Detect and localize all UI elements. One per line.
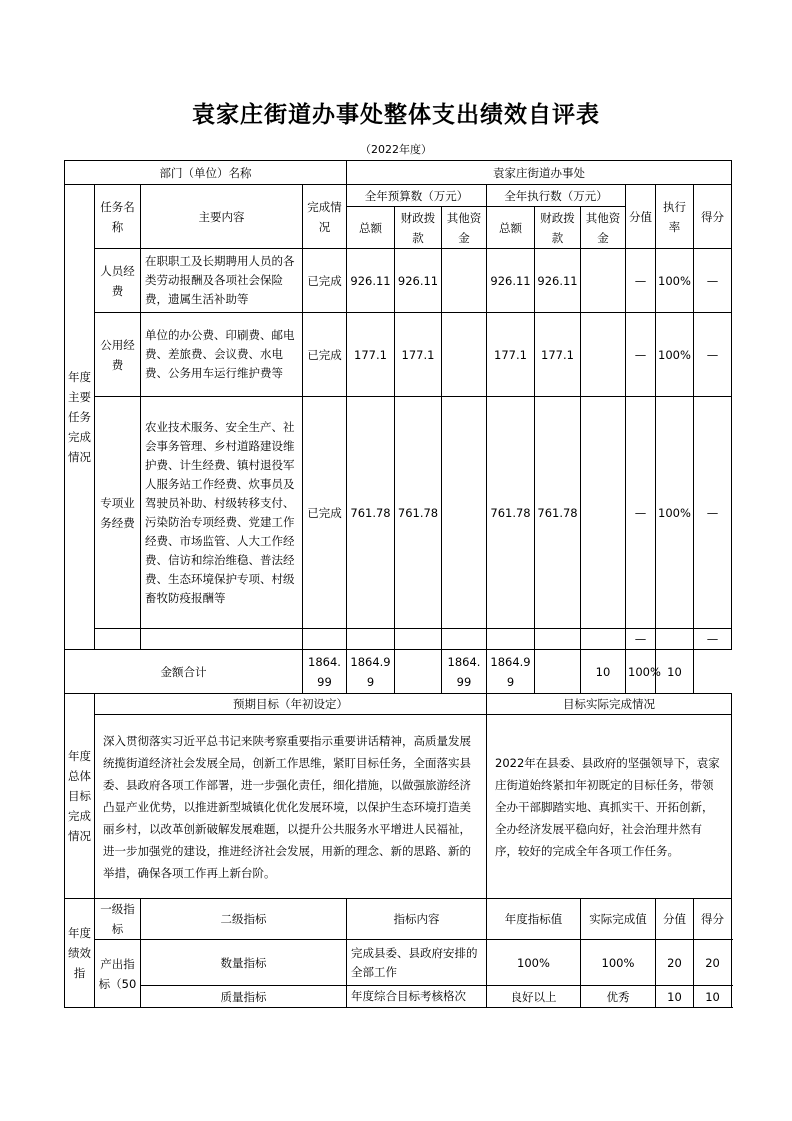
budget-fiscal: 177.1 [395, 313, 442, 397]
header-task-name: 任务名称 [95, 185, 141, 249]
total-exec-fiscal: 1864.99 [487, 650, 535, 694]
budget-fiscal: 926.11 [395, 249, 442, 313]
header-exec-fiscal: 财政拨款 [535, 207, 581, 249]
dept-value: 袁家庄街道办事处 [347, 161, 732, 185]
score-value: — [626, 313, 656, 397]
score: — [694, 249, 732, 313]
expected-goal-header: 预期目标（年初设定） [95, 694, 487, 715]
indicator-actual-value: 100% [581, 940, 656, 986]
header-budget-total: 总额 [347, 207, 395, 249]
score: — [694, 629, 732, 650]
budget-total: 761.78 [347, 397, 395, 629]
task-content: 单位的办公费、印刷费、邮电费、差旅费、会议费、水电费、公务用车运行维护费等 [141, 313, 303, 397]
budget-fiscal: 761.78 [395, 397, 442, 629]
side-label-indicators: 年度绩效指 [65, 899, 95, 1008]
score: — [694, 397, 732, 629]
score-value: — [626, 397, 656, 629]
header-exec-other: 其他资金 [581, 207, 626, 249]
score-value: — [626, 249, 656, 313]
exec-fiscal: 761.78 [535, 397, 581, 629]
table-row [65, 249, 732, 313]
total-budget-other [395, 650, 442, 694]
indicator-header-content: 指标内容 [347, 899, 487, 940]
header-exec-rate: 执行率 [656, 185, 694, 249]
budget-total: 926.11 [347, 249, 395, 313]
indicator-row [65, 986, 732, 1008]
dept-label: 部门（单位）名称 [65, 161, 347, 185]
exec-total: 177.1 [487, 313, 535, 397]
budget-total: 177.1 [347, 313, 395, 397]
indicator-header-level1: 一级指标 [95, 899, 141, 940]
total-exec-total: 1864.99 [442, 650, 487, 694]
header-exec-group: 全年执行数（万元） [487, 185, 626, 207]
exec-other [581, 397, 626, 629]
indicator-annual-value: 100% [487, 940, 581, 986]
table-row-empty [65, 629, 732, 650]
task-category: 公用经费 [95, 313, 141, 397]
exec-total: 926.11 [487, 249, 535, 313]
expected-goal-text: 深入贯彻落实习近平总书记来陕考察重要指示重要讲话精神，高质量发展统揽街道经济社会发展全局，创新工作思维，紧盯目标任务，全面落实县委、县政府各项工作部署，进一步强化责任，细化措施，以做强旅游经济凸显产业优势，以推进新型城镇化优化发展环境，以保护生态环境打造美丽乡村，以改革创新破解发展难题，以提升公共服务水平增进人民福祉，进一步加强党的建设，推进经济社会发展，用新的理念、新的思路、新的举措，确保各项工作再上新台阶。 [95, 715, 487, 899]
indicator-header-level2: 二级指标 [141, 899, 347, 940]
budget-other [442, 313, 487, 397]
total-label: 金额合计 [65, 650, 303, 694]
total-row [65, 650, 732, 694]
total-budget-fiscal: 1864.99 [347, 650, 395, 694]
budget-other [442, 397, 487, 629]
indicator-score-value: 20 [656, 940, 694, 986]
indicator-score-value: 10 [656, 986, 694, 1008]
indicator-header-score: 得分 [694, 899, 732, 940]
header-main-content: 主要内容 [141, 185, 303, 249]
task-status: 已完成 [303, 313, 347, 397]
indicator-header-annual-value: 年度指标值 [487, 899, 581, 940]
total-score: 10 [656, 650, 694, 694]
exec-rate: 100% [656, 397, 694, 629]
indicator-annual-value: 良好以上 [487, 986, 581, 1008]
total-exec-rate: 100% [626, 650, 656, 694]
indicator-header-score-value: 分值 [656, 899, 694, 940]
exec-total: 761.78 [487, 397, 535, 629]
table-row [65, 397, 732, 629]
header-score: 得分 [694, 185, 732, 249]
indicator-header-actual-value: 实际完成值 [581, 899, 656, 940]
indicator-level1: 产出指标（50 [95, 940, 141, 1008]
indicator-level2: 数量指标 [141, 940, 347, 986]
page-subtitle: （2022年度） [360, 143, 432, 156]
performance-table [64, 160, 732, 1008]
header-budget-other: 其他资金 [442, 207, 487, 249]
exec-rate: 100% [656, 249, 694, 313]
actual-goal-text: 2022年在县委、县政府的坚强领导下，袁家庄街道始终紧扣年初既定的目标任务，带领全办干部脚踏实地、真抓实干、开拓创新，全办经济发展平稳向好，社会治理井然有序，较好的完成全年各项工作任务。 [487, 715, 732, 899]
task-category: 人员经费 [95, 249, 141, 313]
task-content: 在职职工及长期聘用人员的各类劳动报酬及各项社会保险费，遗属生活补助等 [141, 249, 303, 313]
header-exec-total: 总额 [487, 207, 535, 249]
header-completion: 完成情况 [303, 185, 347, 249]
total-budget-total: 1864.99 [303, 650, 347, 694]
total-exec-other [535, 650, 581, 694]
header-budget-fiscal: 财政拨款 [395, 207, 442, 249]
indicator-content: 完成县委、县政府安排的全部工作 [347, 940, 487, 986]
task-category: 专项业务经费 [95, 397, 141, 629]
score: — [694, 313, 732, 397]
indicator-content: 年度综合目标考核格次 [347, 986, 487, 1008]
exec-fiscal: 177.1 [535, 313, 581, 397]
task-content: 农业技术服务、安全生产、社会事务管理、乡村道路建设维护费、计生经费、镇村退役军人服务站工作经费、炊事员及驾驶员补助、村级转移支付、污染防治专项经费、党建工作经费、市场监管、人大工作经费、信访和综治维稳、普法经费、生态环境保护专项、村级畜牧防疫报酬等 [141, 397, 303, 629]
budget-other [442, 249, 487, 313]
indicator-score: 20 [694, 940, 732, 986]
score-value: — [626, 629, 656, 650]
indicator-actual-value: 优秀 [581, 986, 656, 1008]
indicator-row [65, 940, 732, 986]
task-status: 已完成 [303, 249, 347, 313]
exec-rate: 100% [656, 313, 694, 397]
indicator-score: 10 [694, 986, 732, 1008]
actual-goal-header: 目标实际完成情况 [487, 694, 732, 715]
header-budget-group: 全年预算数（万元） [347, 185, 487, 207]
indicator-level2: 质量指标 [141, 986, 347, 1008]
total-score-value: 10 [581, 650, 626, 694]
task-status: 已完成 [303, 397, 347, 629]
exec-other [581, 249, 626, 313]
exec-fiscal: 926.11 [535, 249, 581, 313]
header-score-value: 分值 [626, 185, 656, 249]
side-label-goals: 年度总体目标完成情况 [65, 694, 95, 899]
page-title: 袁家庄街道办事处整体支出绩效自评表 [192, 101, 600, 128]
exec-other [581, 313, 626, 397]
table-row [65, 313, 732, 397]
side-label-tasks: 年度主要任务完成情况 [65, 185, 95, 650]
